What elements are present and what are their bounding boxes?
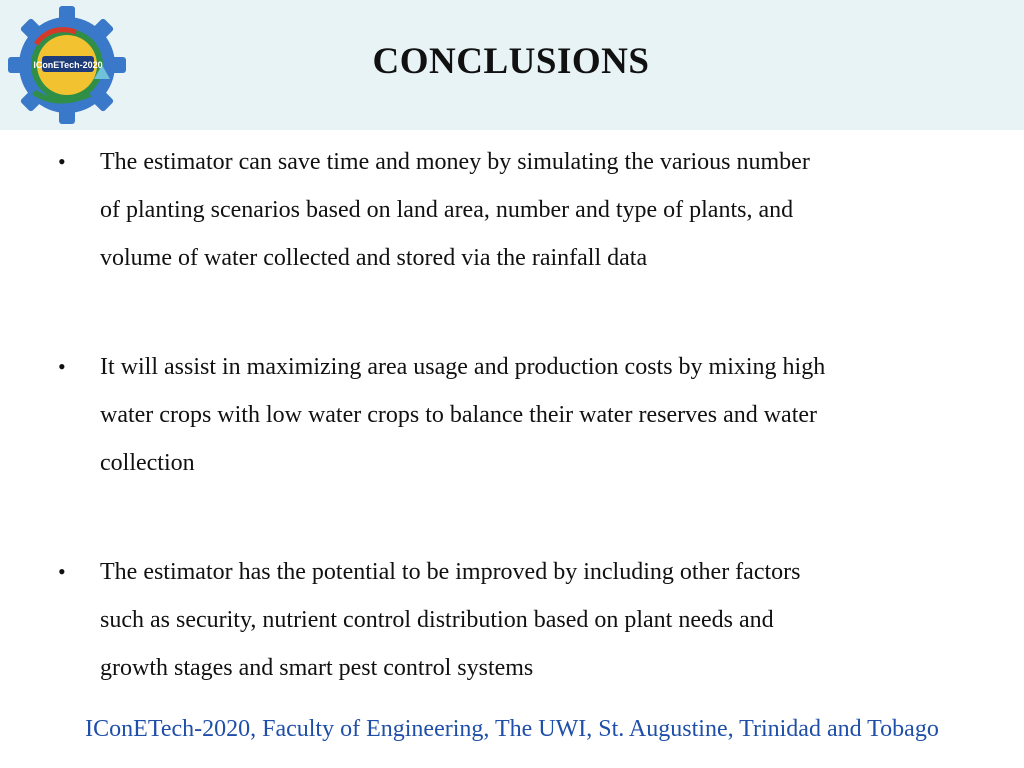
bullet-line: water crops with low water crops to balance their water reserves and water bbox=[100, 402, 818, 428]
bullet-item-2 bbox=[100, 343, 980, 487]
bullet-line: It will assist in maximizing area usage and production costs by mixing high bbox=[100, 354, 826, 380]
bullet-line: growth stages and smart pest control systems bbox=[100, 655, 534, 681]
bullet-marker: • bbox=[58, 149, 66, 174]
bullet-marker: • bbox=[58, 354, 66, 379]
bullet-line: of planting scenarios based on land area, number and type of plants, and bbox=[100, 197, 794, 223]
bullet-line: such as security, nutrient control distribution based on plant needs and bbox=[100, 607, 774, 633]
page-title bbox=[0, 40, 1024, 83]
logo-text: IConETech-2020 bbox=[33, 60, 103, 70]
bullet-line: volume of water collected and stored via the rainfall data bbox=[100, 245, 648, 271]
bullet-item-3 bbox=[100, 548, 980, 692]
footer-text: IConETech-2020, Faculty of Engineering, The UWI, St. Augustine, Trinidad and Tobago bbox=[85, 716, 939, 742]
bullet-line: The estimator can save time and money by simulating the various number bbox=[100, 149, 810, 175]
bullet-item-1 bbox=[100, 138, 980, 282]
bullet-line: The estimator has the potential to be improved by including other factors bbox=[100, 559, 801, 585]
slide-header bbox=[0, 0, 1024, 130]
bullet-line: collection bbox=[100, 450, 195, 476]
bullet-marker: • bbox=[58, 559, 66, 584]
page-title-text: CONCLUSIONS bbox=[372, 41, 650, 82]
